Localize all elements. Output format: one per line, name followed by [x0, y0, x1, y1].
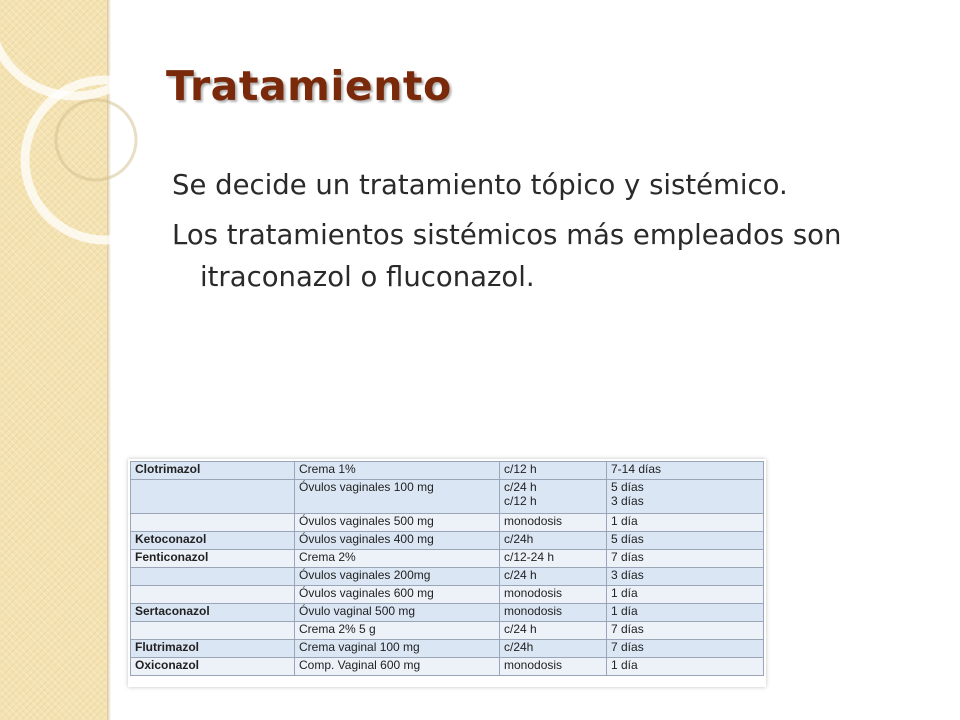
duration-cell: 7 días	[607, 622, 764, 640]
duration-line: 5 días	[611, 480, 644, 494]
duration-cell: 7-14 días	[607, 462, 764, 480]
drug-cell: Sertaconazol	[131, 604, 295, 622]
duration-cell: 3 días	[607, 568, 764, 586]
drug-cell	[131, 568, 295, 586]
form-cell: Crema 2%	[295, 550, 500, 568]
form-cell: Comp. Vaginal 600 mg	[295, 658, 500, 676]
form-cell: Óvulos vaginales 500 mg	[295, 514, 500, 532]
duration-cell: 7 días	[607, 550, 764, 568]
drug-cell: Flutrimazol	[131, 640, 295, 658]
frequency-cell: monodosis	[500, 604, 607, 622]
duration-cell: 7 días	[607, 640, 764, 658]
form-cell: Óvulos vaginales 600 mg	[295, 586, 500, 604]
duration-cell: 1 día	[607, 586, 764, 604]
bullet-item: Los tratamientos sistémicos más empleados son itraconazol o fluconazol.	[172, 219, 842, 293]
frequency-cell: c/24h	[500, 532, 607, 550]
table-row	[131, 568, 764, 586]
slide-title: Tratamiento	[166, 62, 452, 110]
frequency-cell: monodosis	[500, 514, 607, 532]
form-cell: Óvulos vaginales 400 mg	[295, 532, 500, 550]
table-row	[131, 480, 764, 514]
table-row	[131, 640, 764, 658]
duration-cell: 1 día	[607, 514, 764, 532]
form-cell: Crema 1%	[295, 462, 500, 480]
drug-cell: Oxiconazol	[131, 658, 295, 676]
table-row	[131, 604, 764, 622]
form-cell: Óvulos vaginales 100 mg	[295, 480, 500, 514]
slide-body	[172, 164, 942, 306]
frequency-cell: monodosis	[500, 586, 607, 604]
frequency-cell: monodosis	[500, 658, 607, 676]
duration-cell: 1 día	[607, 658, 764, 676]
duration-cell: 5 días	[607, 532, 764, 550]
frequency-line: c/24 h	[504, 480, 537, 494]
form-cell: Crema 2% 5 g	[295, 622, 500, 640]
drug-cell: Ketoconazol	[131, 532, 295, 550]
duration-line: 3 días	[611, 494, 644, 508]
frequency-cell: c/24h	[500, 640, 607, 658]
frequency-cell: c/12 h	[500, 462, 607, 480]
table-row	[131, 462, 764, 480]
deco-circle-small	[56, 100, 136, 180]
duration-cell	[607, 480, 764, 514]
drug-cell	[131, 514, 295, 532]
form-cell: Óvulo vaginal 500 mg	[295, 604, 500, 622]
form-cell: Crema vaginal 100 mg	[295, 640, 500, 658]
frequency-cell	[500, 480, 607, 514]
drug-cell	[131, 586, 295, 604]
bullet-item: Se decide un tratamiento tópico y sistémico.	[172, 169, 788, 201]
decorative-circles	[0, 0, 140, 260]
table-row	[131, 550, 764, 568]
table-row	[131, 514, 764, 532]
table-row	[131, 532, 764, 550]
duration-cell: 1 día	[607, 604, 764, 622]
drug-cell	[131, 622, 295, 640]
treatment-table-image	[128, 459, 766, 687]
drug-cell: Clotrimazol	[131, 462, 295, 480]
drug-cell	[131, 480, 295, 514]
treatment-table	[130, 461, 764, 676]
form-cell: Óvulos vaginales 200mg	[295, 568, 500, 586]
frequency-cell: c/12-24 h	[500, 550, 607, 568]
frequency-cell: c/24 h	[500, 568, 607, 586]
frequency-cell: c/24 h	[500, 622, 607, 640]
deco-circle-inner	[25, 80, 140, 240]
frequency-line: c/12 h	[504, 494, 537, 508]
table-row	[131, 586, 764, 604]
drug-cell: Fenticonazol	[131, 550, 295, 568]
table-row	[131, 622, 764, 640]
table-row	[131, 658, 764, 676]
